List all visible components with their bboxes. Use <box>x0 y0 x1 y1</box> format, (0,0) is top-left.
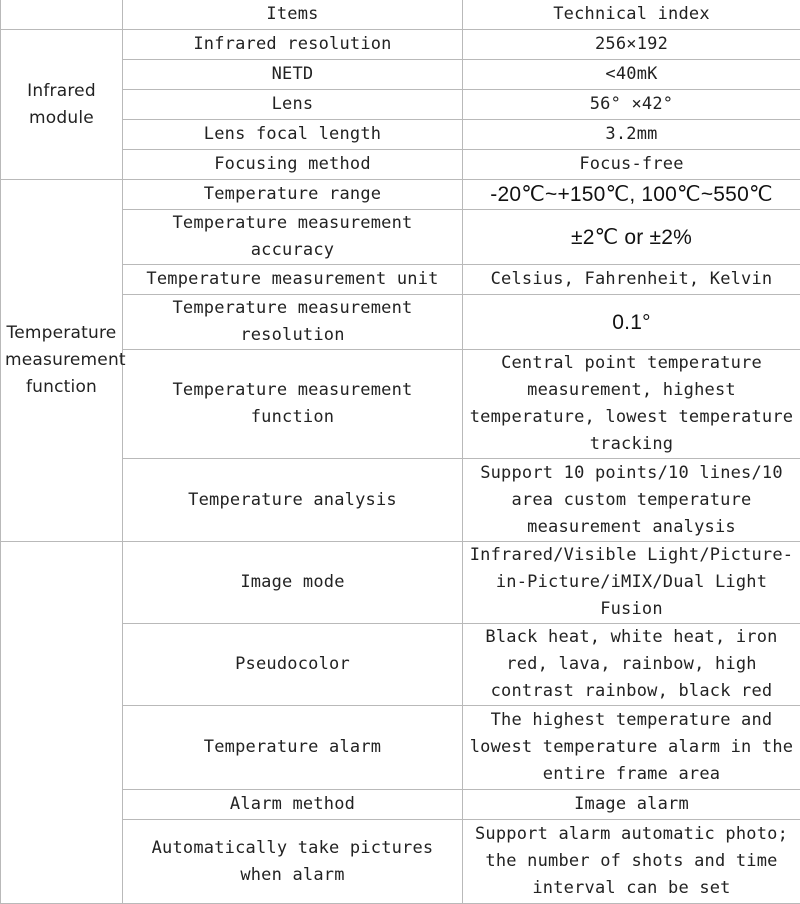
value-cell: -20℃~+150℃, 100℃~550℃ <box>463 180 800 210</box>
value-cell: Focus-free <box>463 150 800 180</box>
item-cell: Focusing method <box>123 150 463 180</box>
value-cell: The highest temperature and lowest temperature alarm in the entire frame area <box>463 706 800 790</box>
item-cell: Temperature measurement resolution <box>123 295 463 350</box>
table-row <box>1 542 800 624</box>
item-cell: Temperature range <box>123 180 463 210</box>
table-row <box>1 30 800 60</box>
value-cell: Central point temperature measurement, highest temperature, lowest temperature tracking <box>463 350 800 459</box>
value-cell: Support 10 points/10 lines/10 area custom temperature measurement analysis <box>463 459 800 542</box>
item-cell: NETD <box>123 60 463 90</box>
group-infrared-module: Infrared module <box>1 30 123 180</box>
header-items: Items <box>123 0 463 30</box>
value-cell: 256×192 <box>463 30 800 60</box>
value-cell: Infrared/Visible Light/Picture-in-Picture/iMIX/Dual Light Fusion <box>463 542 800 624</box>
item-cell: Alarm method <box>123 790 463 820</box>
item-cell: Infrared resolution <box>123 30 463 60</box>
group-temperature-measurement-function: Temperature measurement function <box>1 180 123 542</box>
value-cell: 0.1° <box>463 295 800 350</box>
value-cell: Celsius, Fahrenheit, Kelvin <box>463 265 800 295</box>
item-cell: Pseudocolor <box>123 624 463 706</box>
header-group-cell <box>1 0 123 30</box>
table-row <box>1 180 800 210</box>
value-cell: 3.2mm <box>463 120 800 150</box>
value-cell: ±2℃ or ±2% <box>463 210 800 265</box>
header-row <box>1 0 800 30</box>
item-cell: Image mode <box>123 542 463 624</box>
value-cell: Black heat, white heat, iron red, lava, rainbow, high contrast rainbow, black red <box>463 624 800 706</box>
header-technical-index: Technical index <box>463 0 800 30</box>
item-cell: Lens focal length <box>123 120 463 150</box>
item-cell: Lens <box>123 90 463 120</box>
item-cell: Temperature measurement accuracy <box>123 210 463 265</box>
value-cell: Support alarm automatic photo; the number of shots and time interval can be set <box>463 820 800 904</box>
value-cell: 56° ×42° <box>463 90 800 120</box>
item-cell: Temperature alarm <box>123 706 463 790</box>
item-cell: Temperature measurement function <box>123 350 463 459</box>
item-cell: Temperature analysis <box>123 459 463 542</box>
item-cell: Automatically take pictures when alarm <box>123 820 463 904</box>
value-cell: Image alarm <box>463 790 800 820</box>
item-cell: Temperature measurement unit <box>123 265 463 295</box>
group-image-alarm <box>1 542 123 904</box>
value-cell: <40mK <box>463 60 800 90</box>
